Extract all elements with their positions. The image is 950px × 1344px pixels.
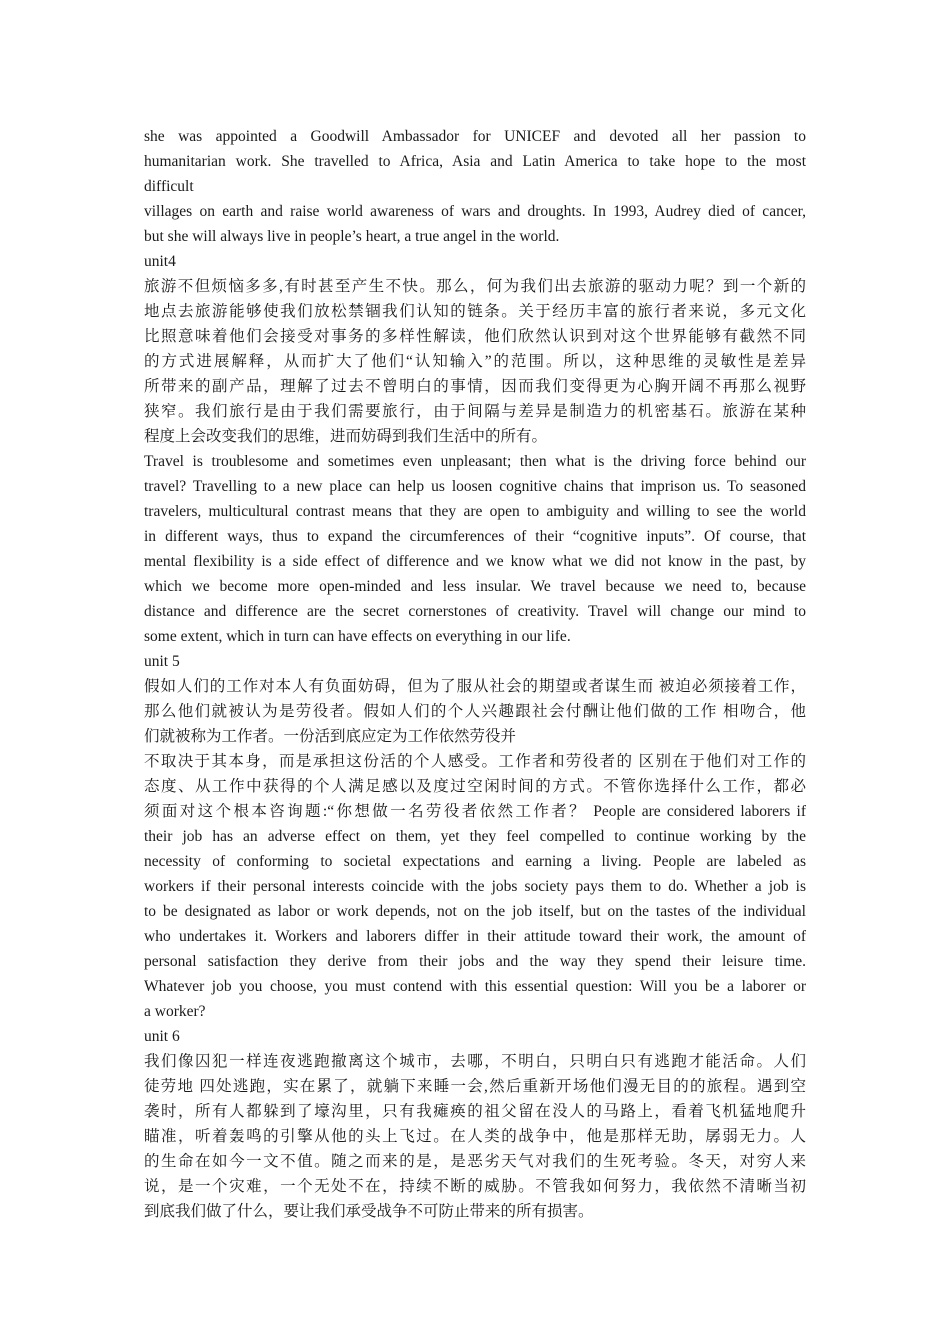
text-line: difficult xyxy=(144,178,194,195)
text-line: Whatever job you choose, you must contend with this essential question: Will you be a laborer or xyxy=(144,978,806,995)
text-line: 们就被称为工作者。一份活到底应定为工作依然劳役并 xyxy=(144,728,517,745)
text-line: unit4 xyxy=(144,253,176,270)
document-page xyxy=(144,124,806,1224)
text-line: distance and difference are the secret cornerstones of creativity. Travel will change our mind to xyxy=(144,603,806,620)
text-line: villages on earth and raise world awareness of wars and droughts. In 1993, Audrey died of cancer, xyxy=(144,203,806,220)
text-line: necessity of conforming to societal expectations and earning a living. People are labeled as xyxy=(144,853,806,870)
text-line: travelers, multicultural contrast means that they are open to ambiguity and willing to see the world xyxy=(144,503,806,520)
text-line: in different ways, thus to expand the circumferences of their “cognitive inputs”. Of course, that xyxy=(144,528,806,545)
text-line: 袭时，所有人都躲到了壕沟里，只有我瘫痪的祖父留在没人的马路上，看着飞机猛地爬升 xyxy=(144,1103,806,1120)
text-line: workers if their personal interests coincide with the jobs society pays them to do. Whether a job is xyxy=(144,878,806,895)
text-line: 的生命在如今一文不值。随之而来的是，是恶劣天气对我们的生死考验。冬天，对穷人来 xyxy=(144,1153,806,1170)
text-line: 说，是一个灾难，一个无处不在，持续不断的威胁。不管我如何努力，我依然不清晰当初 xyxy=(144,1178,806,1195)
text-line: 比照意味着他们会接受对事务的多样性解读，他们欣然认识到对这个世界能够有截然不同 xyxy=(144,328,806,345)
text-line: 狭窄。我们旅行是由于我们需要旅行，由于间隔与差异是制造力的机密基石。旅游在某种 xyxy=(144,403,806,420)
text-line: which we become more open-minded and less insular. We travel because we need to, because xyxy=(144,578,806,595)
text-line: 瞄准，听着轰鸣的引擎从他的头上飞过。在人类的战争中，他是那样无助，孱弱无力。人 xyxy=(144,1128,806,1145)
text-line: to be designated as labor or work depends, not on the job itself, but on the tastes of the individual xyxy=(144,903,806,920)
text-line: humanitarian work. She travelled to Africa, Asia and Latin America to take hope to the most xyxy=(144,153,806,170)
text-line: mental flexibility is a side effect of difference and we know what we did not know in the past, by xyxy=(144,553,806,570)
text-line: Travel is troublesome and sometimes even unpleasant; then what is the driving force behind our xyxy=(144,453,806,470)
text-line: she was appointed a Goodwill Ambassador for UNICEF and devoted all her passion to xyxy=(144,128,806,145)
text-line: who undertakes it. Workers and laborers differ in their attitude toward their work, the amount of xyxy=(144,928,806,945)
text-line: personal satisfaction they derive from their jobs and the way they spend their leisure time. xyxy=(144,953,806,970)
text-line: 旅游不但烦恼多多,有时甚至产生不快。那么，何为我们出去旅游的驱动力呢？到一个新的 xyxy=(144,278,806,295)
text-line: 须面对这个根本咨询题:“你想做一名劳役者依然工作者？ People are considered laborers if xyxy=(144,803,806,820)
text-line: 到底我们做了什么，要让我们承受战争不可防止带来的所有损害。 xyxy=(144,1203,594,1220)
text-line: 所带来的副产品，理解了过去不曾明白的事情，因而我们变得更为心胸开阔不再那么视野 xyxy=(144,378,806,395)
text-line: 态度、从工作中获得的个人满足感以及度过空闲时间的方式。不管你选择什么工作，都必 xyxy=(144,778,806,795)
text-line: 徒劳地 四处逃跑，实在累了，就躺下来睡一会,然后重新开场他们漫无目的的旅程。遇到空 xyxy=(144,1078,806,1095)
text-line: 的方式进展解释，从而扩大了他们“认知输入”的范围。所以，这种思维的灵敏性是差异 xyxy=(144,353,806,370)
text-line: a worker? xyxy=(144,1003,206,1020)
text-line: unit 6 xyxy=(144,1028,180,1045)
text-line: 我们像囚犯一样连夜逃跑撤离这个城市，去哪，不明白，只明白只有逃跑才能活命。人们 xyxy=(144,1053,806,1070)
text-line: 不取决于其本身，而是承担这份活的个人感受。工作者和劳役者的 区别在于他们对工作的 xyxy=(144,753,806,770)
text-line: their job has an adverse effect on them, yet they feel compelled to continue working by the xyxy=(144,828,806,845)
text-line: 程度上会改变我们的思维，进而妨碍到我们生活中的所有。 xyxy=(144,428,548,445)
text-line: some extent, which in turn can have effects on everything in our life. xyxy=(144,628,571,645)
text-line: 地点去旅游能够使我们放松禁锢我们认知的链条。关于经历丰富的旅行者来说，多元文化 xyxy=(144,303,806,320)
text-line: travel? Travelling to a new place can help us loosen cognitive chains that imprison us. To seasoned xyxy=(144,478,806,495)
text-line: but she will always live in people’s heart, a true angel in the world. xyxy=(144,228,560,245)
text-line: 假如人们的工作对本人有负面妨碍，但为了服从社会的期望或者谋生而 被迫必须接着工作， xyxy=(144,678,806,695)
text-line: 那么他们就被认为是劳役者。假如人们的个人兴趣跟社会付酬让他们做的工作 相吻合，他 xyxy=(144,703,806,720)
text-line: unit 5 xyxy=(144,653,180,670)
